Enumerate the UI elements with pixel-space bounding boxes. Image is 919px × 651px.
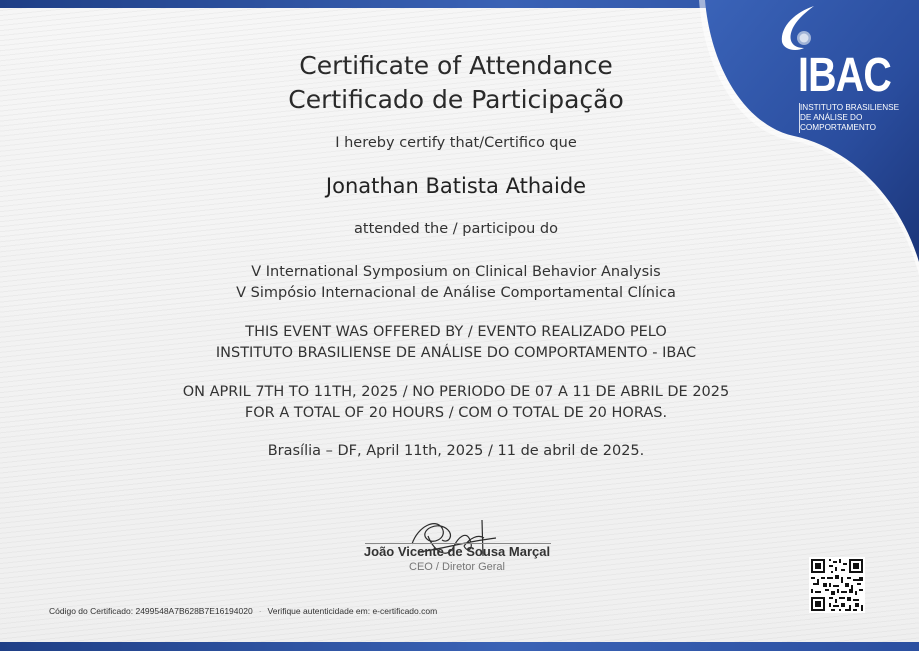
logo-subtitle-line-3: COMPORTAMENTO xyxy=(800,123,876,132)
event-name-portuguese: V Simpósio Internacional de Análise Comportamental Clínica xyxy=(236,284,676,301)
title-portuguese: Certificado de Participação xyxy=(288,85,624,114)
event-name xyxy=(0,262,912,303)
certificate-footer xyxy=(49,606,437,616)
recipient-name: Jonathan Batista Athaide xyxy=(325,174,587,198)
event-dates xyxy=(0,382,912,423)
certificate-code: Código do Certificado: 2499548A7B628B7E16194020 xyxy=(49,606,253,616)
logo-wordmark: IBAC xyxy=(798,49,891,102)
certify-text: I hereby certify that/Certifico que xyxy=(335,135,577,151)
offered-by-line-2: INSTITUTO BRASILIENSE DE ANÁLISE DO COMPORTAMENTO - IBAC xyxy=(215,344,697,361)
logo-subtitle-line-2: DE ANÁLISE DO xyxy=(800,113,863,122)
logo-subtitle-line-1: INSTITUTO BRASILIENSE xyxy=(800,103,900,112)
verify-link[interactable]: Verifique autenticidade em: e-certificado.com xyxy=(267,606,438,616)
event-dates-line-2: FOR A TOTAL OF 20 HOURS / COM O TOTAL DE 20 HORAS. xyxy=(244,404,668,421)
signatory-role: CEO / Diretor Geral xyxy=(409,561,505,573)
offered-by xyxy=(0,322,912,363)
place-and-date: Brasília – DF, April 11th, 2025 / 11 de abril de 2025. xyxy=(267,443,645,459)
certificate-title xyxy=(0,49,912,117)
bottom-accent-bar xyxy=(0,642,919,651)
signatory-name: João Vicente de Sousa Marçal xyxy=(363,544,551,559)
event-name-english: V International Symposium on Clinical Behavior Analysis xyxy=(251,264,661,280)
offered-by-line-1: THIS EVENT WAS OFFERED BY / EVENTO REALIZADO PELO xyxy=(245,324,667,340)
qr-code-icon[interactable] xyxy=(809,557,865,613)
logo-swoosh-icon xyxy=(774,4,834,54)
title-english: Certificate of Attendance xyxy=(299,51,613,80)
event-dates-line-1: ON APRIL 7TH TO 11TH, 2025 / NO PERIODO DE 07 A 11 DE ABRIL DE 2025 xyxy=(182,384,730,400)
footer-separator: · xyxy=(258,606,262,616)
attended-text: attended the / participou do xyxy=(354,221,558,237)
